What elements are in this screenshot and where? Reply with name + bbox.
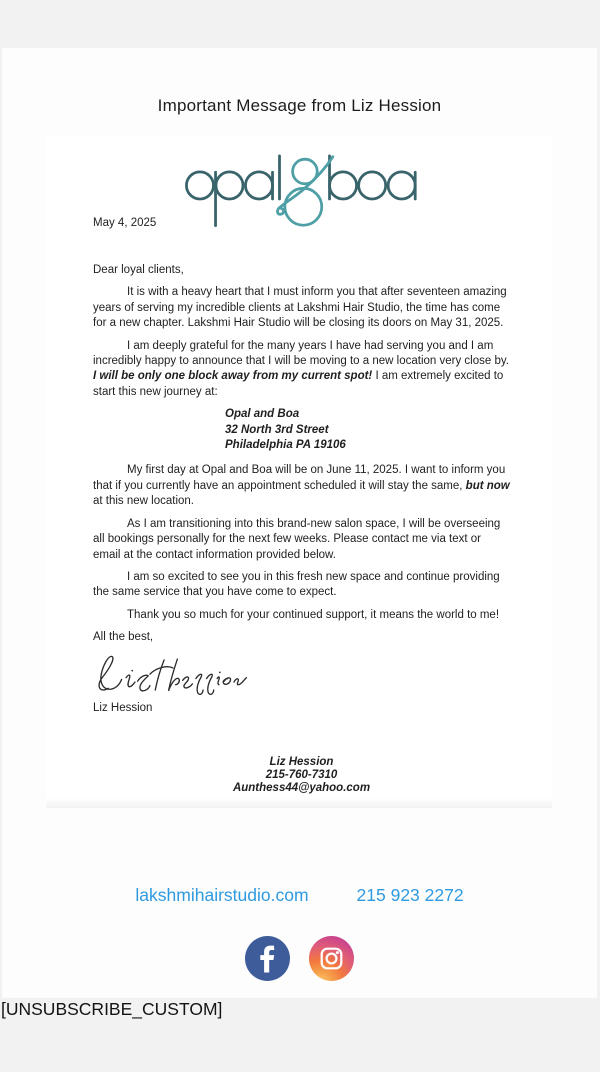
email-card bbox=[2, 48, 597, 998]
snake-ampersand-icon bbox=[277, 157, 332, 225]
new-address-block bbox=[225, 407, 510, 453]
letter-image bbox=[46, 135, 552, 808]
paragraph-4: As I am transitioning into this brand-new salon space, I will be overseeing all bookings personally for the next few weeks. Please contact me via text or email at the contact information provided below. bbox=[93, 517, 501, 561]
address-line-city: Philadelphia PA 19106 bbox=[225, 439, 346, 452]
contact-phone: 215-760-7310 bbox=[265, 768, 338, 781]
paragraph-5: I am so excited to see you in this fresh new space and continue providing the same service that you have come to expect. bbox=[93, 570, 500, 599]
paragraph-6: Thank you so much for your continued support, it means the world to me! bbox=[127, 608, 500, 621]
opal-and-boa-logo bbox=[180, 151, 420, 233]
contact-name: Liz Hession bbox=[269, 755, 334, 768]
phone-link[interactable]: 215 923 2272 bbox=[356, 885, 464, 905]
contact-email: Aunthess44@yahoo.com bbox=[232, 781, 371, 794]
letter-date: May 4, 2025 bbox=[93, 217, 157, 229]
footer-links bbox=[2, 885, 597, 906]
letter-body bbox=[93, 263, 510, 795]
contact-block bbox=[93, 756, 510, 795]
unsubscribe-token[interactable]: [UNSUBSCRIBE_CUSTOM] bbox=[1, 999, 223, 1019]
paragraph-2: I am deeply grateful for the many years I have had serving you and I am incredibly happy to announce that I will be moving to a new location very close by. I will be only one block away from my current spot! I am extremely excited to start this new journey at: bbox=[93, 339, 509, 398]
typed-name: Liz Hession bbox=[93, 701, 153, 714]
salutation: Dear loyal clients, bbox=[93, 264, 184, 276]
social-bar bbox=[2, 936, 597, 981]
instagram-icon[interactable] bbox=[309, 936, 354, 981]
closing: All the best, bbox=[93, 631, 154, 644]
signature-script-image bbox=[95, 652, 250, 698]
email-title: Important Message from Liz Hession bbox=[157, 96, 442, 115]
address-line-street: 32 North 3rd Street bbox=[225, 423, 329, 436]
website-link[interactable]: lakshmihairstudio.com bbox=[135, 885, 309, 905]
paragraph-3: My first day at Opal and Boa will be on June 11, 2025. I want to inform you that if you currently have an appointment scheduled it will stay the same, but now at this new location. bbox=[93, 464, 510, 508]
facebook-icon[interactable] bbox=[245, 936, 290, 981]
paragraph-1: It is with a heavy heart that I must inform you that after seventeen amazing years of serving my incredible clients at Lakshmi Hair Studio, the time has come for a new chapter. Lakshmi Hair Studio will be closing its doors on May 31, 2025. bbox=[93, 286, 507, 330]
address-line-name: Opal and Boa bbox=[225, 408, 300, 421]
